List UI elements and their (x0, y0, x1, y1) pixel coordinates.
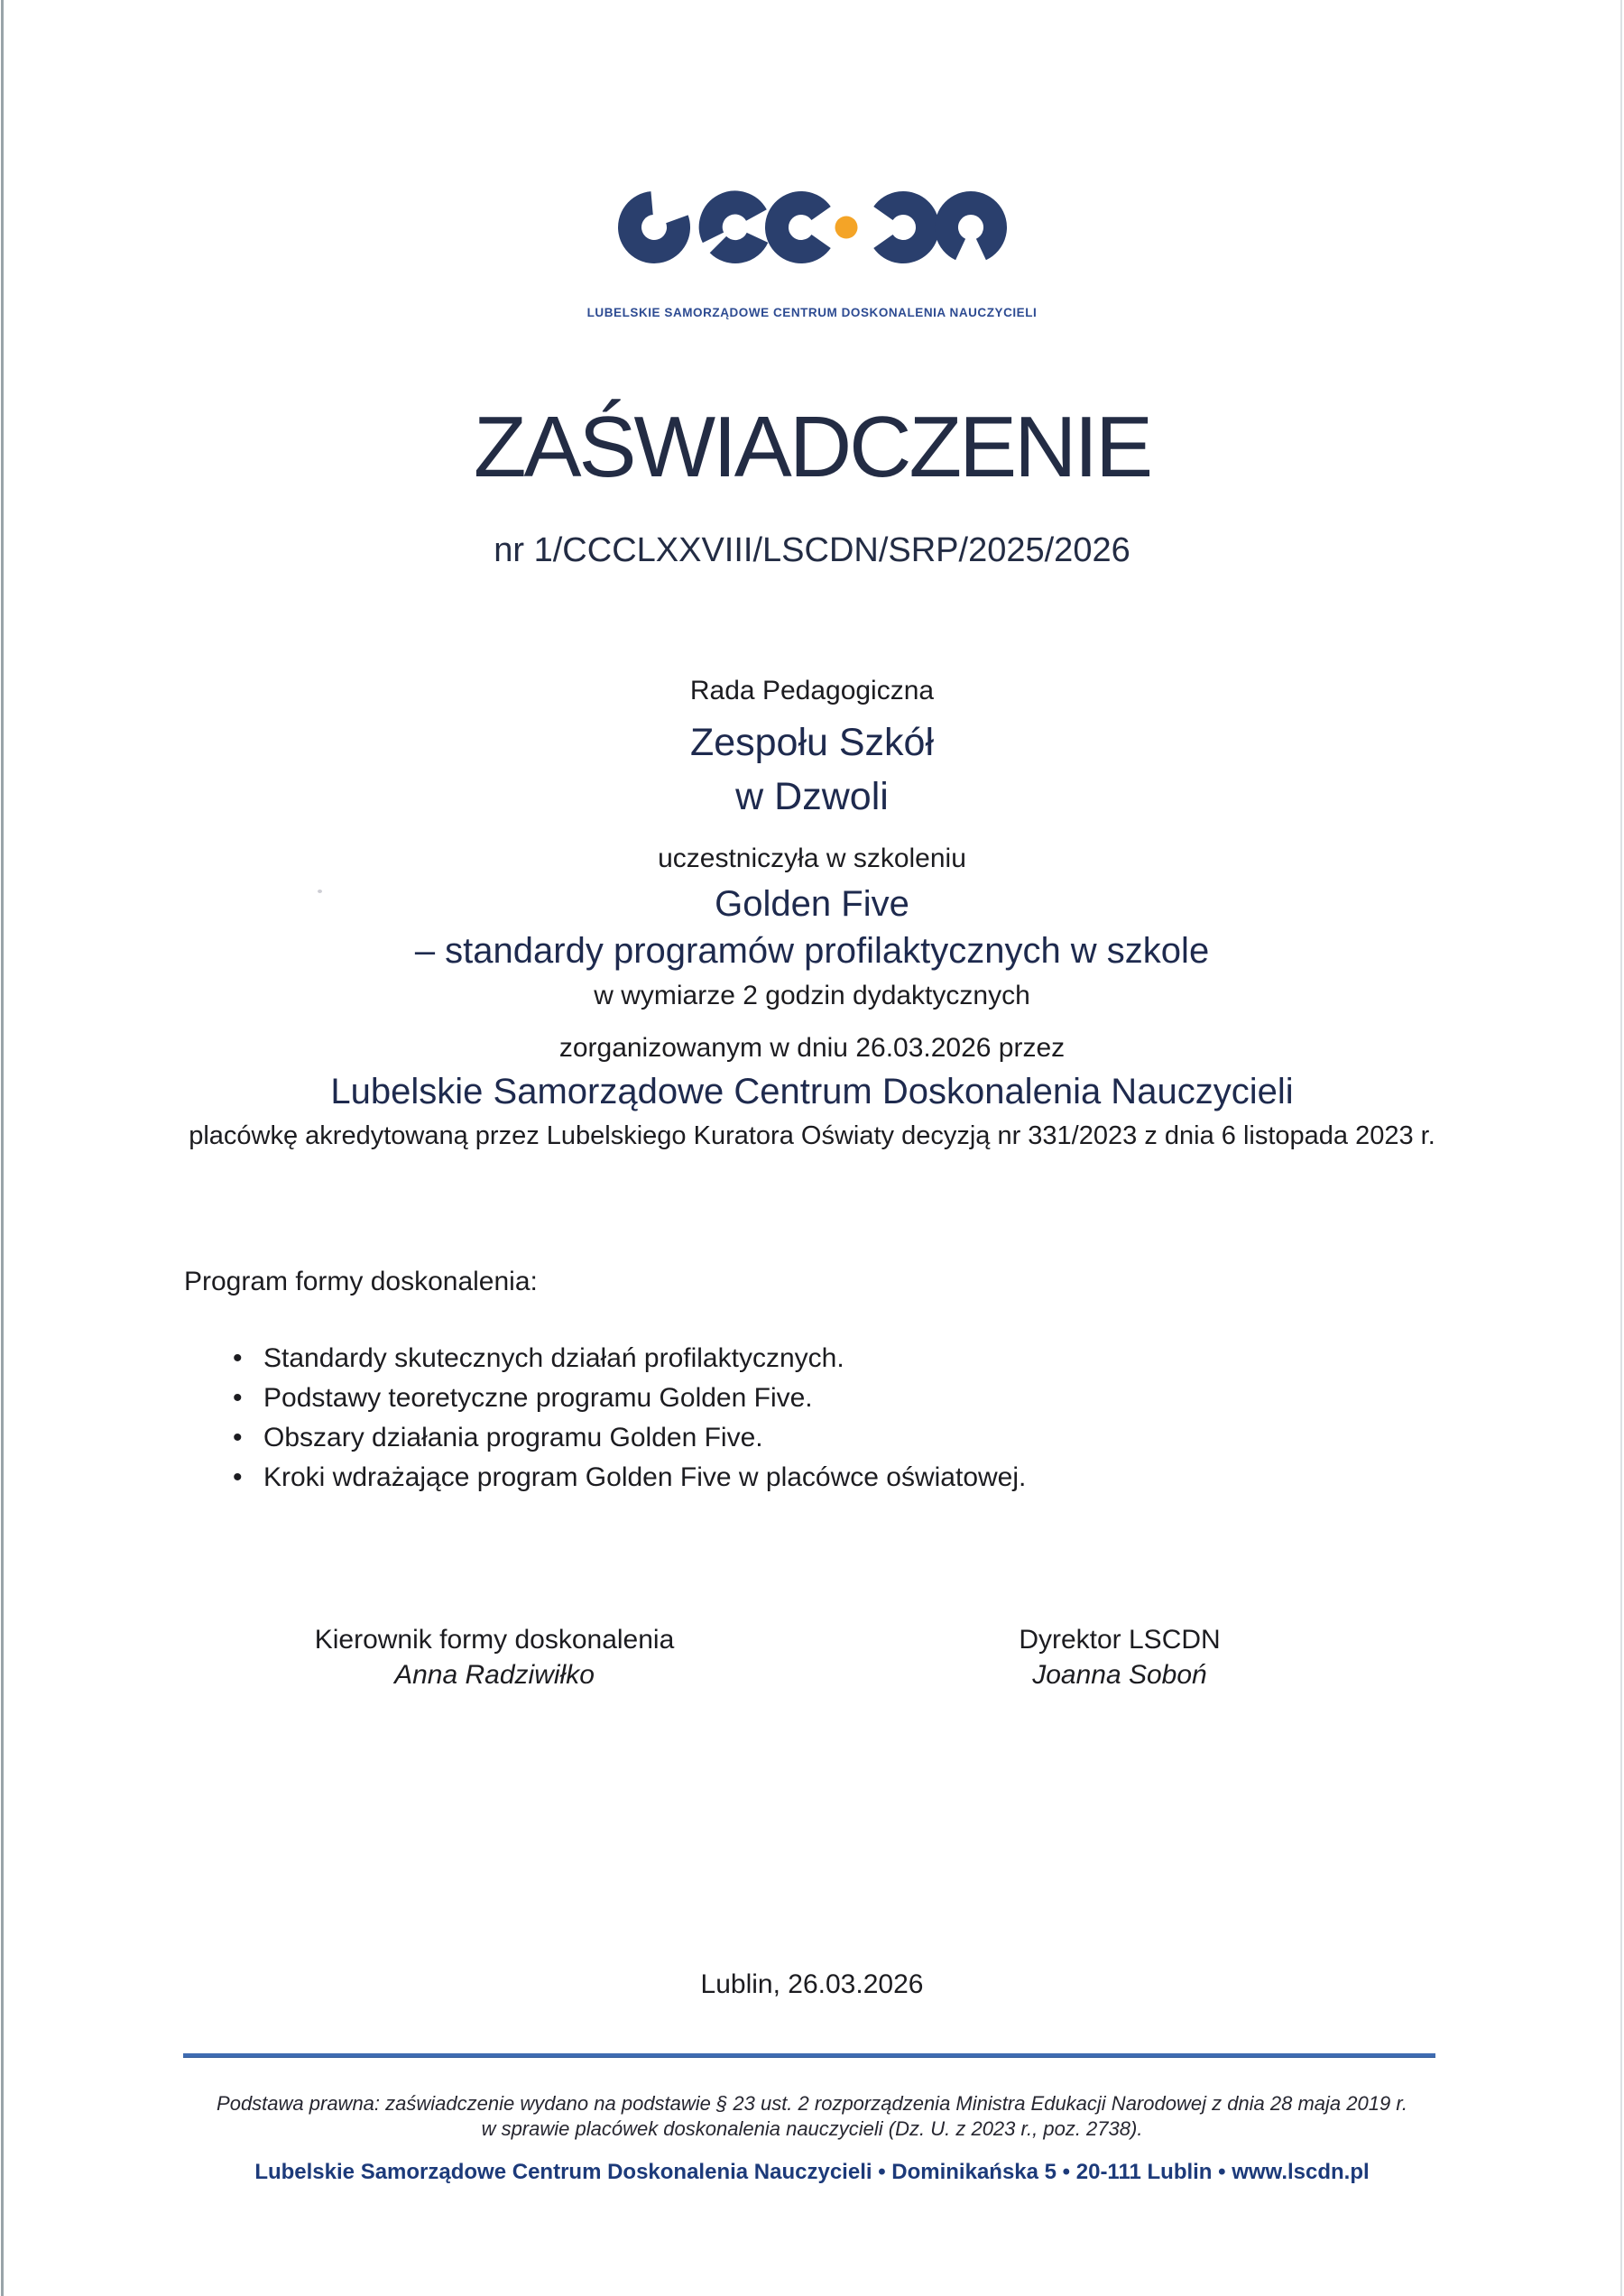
program-list-item (233, 1339, 1026, 1379)
program-list-item (233, 1418, 1026, 1458)
program-item-text: Standardy skutecznych działań profilaktycznych. (263, 1343, 844, 1373)
signature-role: Dyrektor LSCDN (1019, 1625, 1221, 1655)
bullet-icon: • (233, 1383, 243, 1413)
signature-name: Joanna Soboń (1032, 1660, 1207, 1690)
logo-dot-icon (835, 217, 858, 239)
program-heading: Program formy doskonalenia: (184, 1267, 538, 1296)
recipient-intro: Rada Pedagogiczna (689, 676, 935, 705)
program-list-item (233, 1458, 1026, 1498)
participated-line: uczestniczyła w szkoleniu (658, 844, 966, 873)
program-item-text: Obszary działania programu Golden Five. (263, 1423, 763, 1452)
logo-glyph-l (630, 203, 678, 252)
bullet-icon: • (233, 1462, 243, 1492)
organized-on-line: zorganizowanym w dniu 26.03.2026 przez (558, 1033, 1066, 1063)
program-list-item (233, 1379, 1026, 1418)
organization-address: Lubelskie Samorządowe Centrum Doskonalenia Nauczycieli • Dominikańska 5 • 20-111 Lublin • www.lscdn.pl (254, 2160, 1370, 2184)
course-name-line1: Golden Five (715, 884, 909, 924)
logo-tagline: LUBELSKIE SAMORZĄDOWE CENTRUM DOSKONALENIA NAUCZYCIELI (586, 306, 1038, 319)
signature-role: Kierownik formy doskonalenia (314, 1625, 675, 1655)
course-duration: w wymiarze 2 godzin dydaktycznych (594, 981, 1030, 1010)
recipient-name-line2: w Dzwoli (735, 775, 889, 818)
certificate-title: ZAŚWIADCZENIE (473, 399, 1151, 495)
bullet-icon: • (233, 1343, 243, 1373)
accreditation-line: placówkę akredytowaną przez Lubelskiego Kuratora Oświaty decyzją nr 331/2023 z dnia 6 listopada 2023 r. (189, 1121, 1435, 1150)
legal-basis-line2: w sprawie placówek doskonalenia nauczycieli (Dz. U. z 2023 r., poz. 2738). (481, 2117, 1143, 2140)
bullet-icon: • (233, 1423, 243, 1452)
program-item-text: Podstawy teoretyczne programu Golden Five. (263, 1383, 813, 1413)
legal-basis-line1: Podstawa prawna: zaświadczenie wydano na podstawie § 23 ust. 2 rozporządzenia Ministra Edukacji Narodowej z dnia 28 maja 2019 r. (217, 2092, 1407, 2115)
lscdn-logo-icon (614, 180, 1010, 280)
organizer-name: Lubelskie Samorządowe Centrum Doskonalenia Nauczycieli (330, 1072, 1294, 1111)
course-name-line2: – standardy programów profilaktycznych w szkole (414, 931, 1210, 971)
recipient-name-line1: Zespołu Szkół (689, 721, 935, 764)
signature-block-right (849, 1622, 1390, 1692)
place-and-date: Lublin, 26.03.2026 (700, 1969, 924, 1999)
logo-glyph-s-bottom (718, 237, 758, 252)
logo-glyph-n (946, 203, 995, 249)
logo-glyph-s-top (711, 203, 757, 238)
logo-glyph-d (883, 203, 927, 252)
legal-basis (0, 2091, 1624, 2142)
signature-name: Anna Radziwiłko (394, 1660, 595, 1690)
signature-block-left (224, 1622, 765, 1692)
program-item-text: Kroki wdrażające program Golden Five w placówce oświatowej. (263, 1462, 1027, 1492)
logo-glyph-c (777, 203, 821, 252)
certificate-number: nr 1/CCCLXXVIII/LSCDN/SRP/2025/2026 (494, 531, 1130, 569)
footer-divider (183, 2053, 1435, 2057)
program-list (233, 1339, 1026, 1498)
